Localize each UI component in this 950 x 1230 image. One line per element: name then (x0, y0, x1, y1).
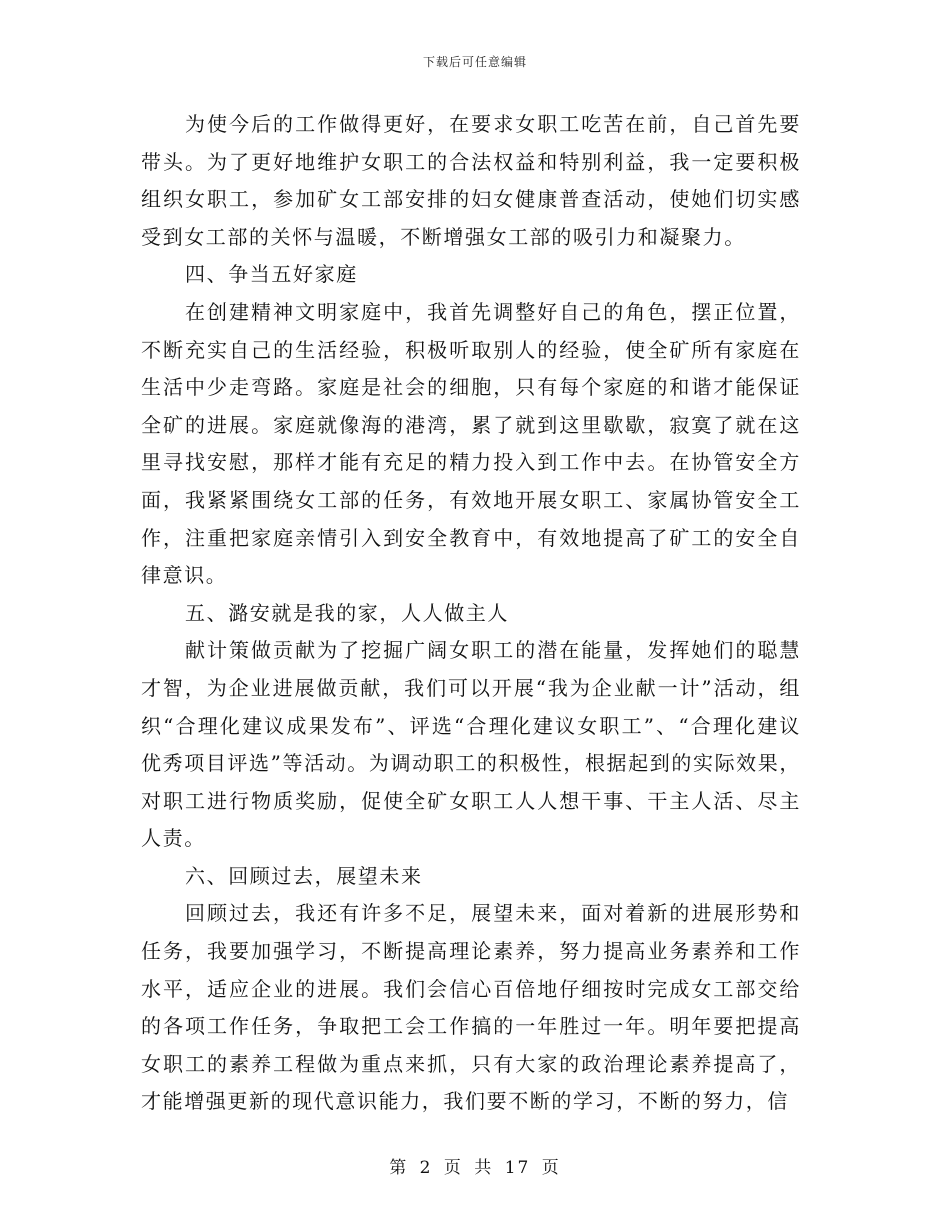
section-heading-6: 六、回顾过去，展望未来 (185, 863, 423, 888)
body-paragraph: 回顾过去，我还有许多不足，展望未来，面对着新的进展形势和任务，我要加强学习，不断提高理论素养，努力提高业务素养和工作水平，适应企业的进展。我们会信心百倍地仔细按时完成女工部交给的各项工作任务，争取把工会工作搞的一年胜过一年。明年要把提高女职工的素养工程做为重点来抓，只有大家的政治理论素养提高了，才能增强更新的现代意识能力，我们要不断的学习，不断的努力，信 (141, 901, 801, 1114)
body-paragraph: 在创建精神文明家庭中，我首先调整好自己的角色，摆正位置，不断充实自己的生活经验，积极听取别人的经验，使全矿所有家庭在生活中少走弯路。家庭是社会的细胞，只有每个家庭的和谐才能保证全矿的进展。家庭就像海的港湾，累了就到这里歇歇，寂寞了就在这里寻找安慰，那样才能有充足的精力投入到工作中去。在协管安全方面，我紧紧围绕女工部的任务，有效地开展女职工、家属协管安全工作，注重把家庭亲情引入到安全教育中，有效地提高了矿工的安全自律意识。 (141, 299, 801, 588)
section-heading-5: 五、潞安就是我的家，人人做主人 (185, 600, 509, 625)
document-body (141, 106, 801, 1121)
page-header: 下载后可任意编辑 (422, 55, 527, 69)
page-number: 第 2 页 共 17 页 (389, 1158, 561, 1178)
body-paragraph: 为使今后的工作做得更好，在要求女职工吃苦在前，自己首先要带头。为了更好地维护女职工的合法权益和特别利益，我一定要积极组织女职工，参加矿女工部安排的妇女健康普查活动，使她们切实感受到女工部的关怀与温暖，不断增强女工部的吸引力和凝聚力。 (141, 112, 801, 249)
body-paragraph: 献计策做贡献为了挖掘广阔女职工的潜在能量，发挥她们的聪慧才智，为企业进展做贡献，我们可以开展“我为企业献一计”活动，组织“合理化建议成果发布”、评选“合理化建议女职工”、“合理化建议优秀项目评选”等活动。为调动职工的积极性，根据起到的实际效果，对职工进行物质奖励，促使全矿女职工人人想干事、干主人活、尽主人责。 (141, 638, 801, 851)
section-heading-4: 四、争当五好家庭 (185, 262, 358, 287)
